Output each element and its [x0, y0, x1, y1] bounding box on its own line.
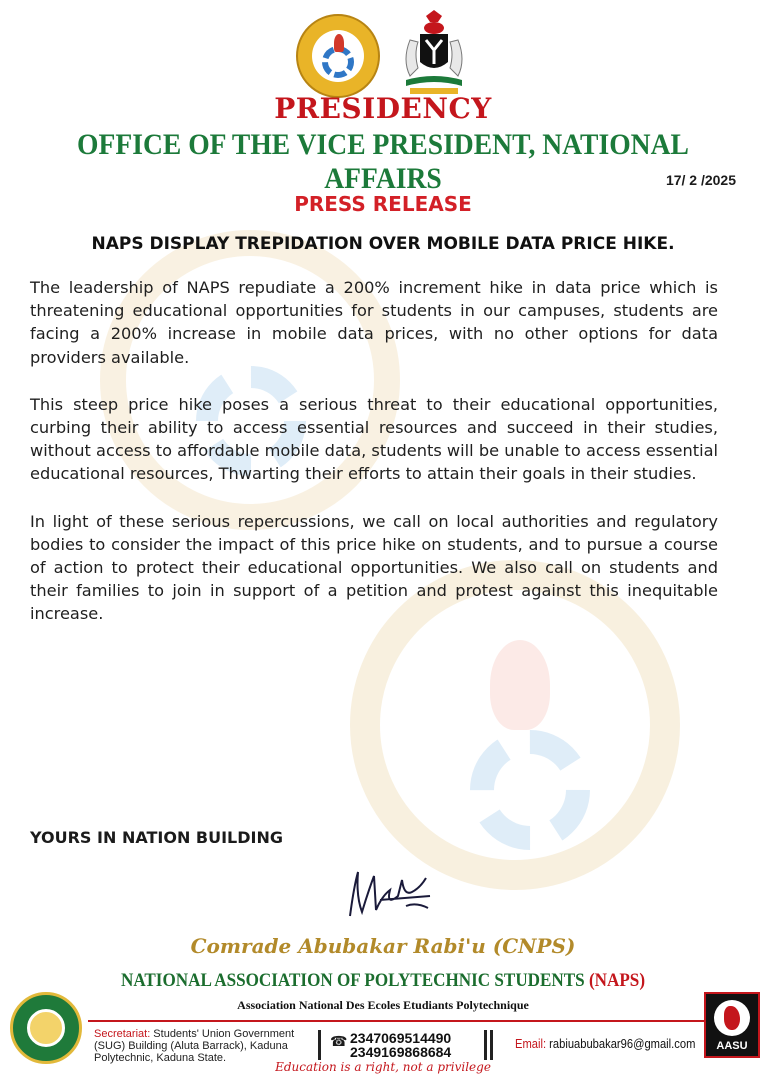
association-name — [38, 970, 727, 992]
africa-map-icon — [714, 1000, 750, 1036]
vice-president-office-logo — [10, 992, 82, 1064]
phone-icon: ☎ — [330, 1034, 348, 1050]
press-body — [30, 276, 718, 650]
press-release-label: PRESS RELEASE — [294, 192, 472, 216]
email-address: rabiuabubakar96@gmail.com — [546, 1036, 696, 1051]
footer-divider — [318, 1030, 321, 1060]
body-paragraph: In light of these serious repercussions, we call on local authorities and regulatory bodies to consider the impact of this price hike on students, and to pursue a course of action to protect their educational opportunities. We also call on students and their families to join in support of a petition and protest against this inequitable increase. — [30, 511, 718, 624]
body-paragraph: The leadership of NAPS repudiate a 200% increment hike in data price which is threatening educational opportunities for students in our campuses, students are facing a 200% increase in mobile data prices, with no other options for data providers available. — [30, 278, 718, 367]
torch-watermark-icon — [490, 640, 550, 730]
signature-image — [340, 866, 440, 926]
email-label: Email: — [515, 1036, 547, 1051]
footer-divider — [484, 1030, 487, 1060]
signatory-name: Comrade Abubakar Rabi'u (CNPS) — [190, 934, 576, 958]
secretariat-label: Secretariat: — [94, 1028, 151, 1040]
gear-watermark-icon — [470, 730, 590, 850]
presidency-title: PRESIDENCY — [274, 92, 492, 125]
torch-icon — [334, 34, 344, 52]
association-french-name: Association National Des Ecoles Etudiants Polytechnique — [237, 998, 529, 1012]
association-full-name: NATIONAL ASSOCIATION OF POLYTECHNIC STUDENTS — [120, 970, 585, 991]
footer-motto: Education is a right, not a privilege — [275, 1060, 491, 1074]
phone-numbers — [350, 1031, 451, 1059]
footer-divider — [490, 1030, 493, 1060]
naps-logo — [296, 14, 380, 98]
phone-number-1: 2347069514490 — [350, 1030, 452, 1046]
body-paragraph: This steep price hike poses a serious threat to their educational opportunities, curbing their ability to access essential resources and succeed in their studies, without access to affordable mobile data, students will be unable to access essential educational resources, Thwarting their efforts to attain their goals in their studies. — [30, 394, 718, 484]
secretariat-address — [94, 1028, 316, 1064]
office-title: OFFICE OF THE VICE PRESIDENT, NATIONAL AFFAIRS — [77, 128, 689, 195]
secretariat-text: Students' Union Government (SUG) Building (Aluta Barrack), Kaduna Polytechnic, Kaduna State. — [94, 1028, 295, 1064]
aasu-label: AASU — [716, 1040, 748, 1052]
association-abbr: (NAPS) — [588, 970, 646, 991]
sign-off: YOURS IN NATION BUILDING — [30, 828, 283, 847]
aasu-logo — [704, 992, 760, 1058]
coat-of-arms-icon — [396, 10, 472, 98]
phone-number-2: 2349169868684 — [350, 1044, 452, 1060]
email-contact — [515, 1036, 695, 1051]
release-date: 17/ 2 /2025 — [665, 172, 736, 188]
press-headline: NAPS DISPLAY TREPIDATION OVER MOBILE DATA PRICE HIKE. — [91, 234, 675, 254]
